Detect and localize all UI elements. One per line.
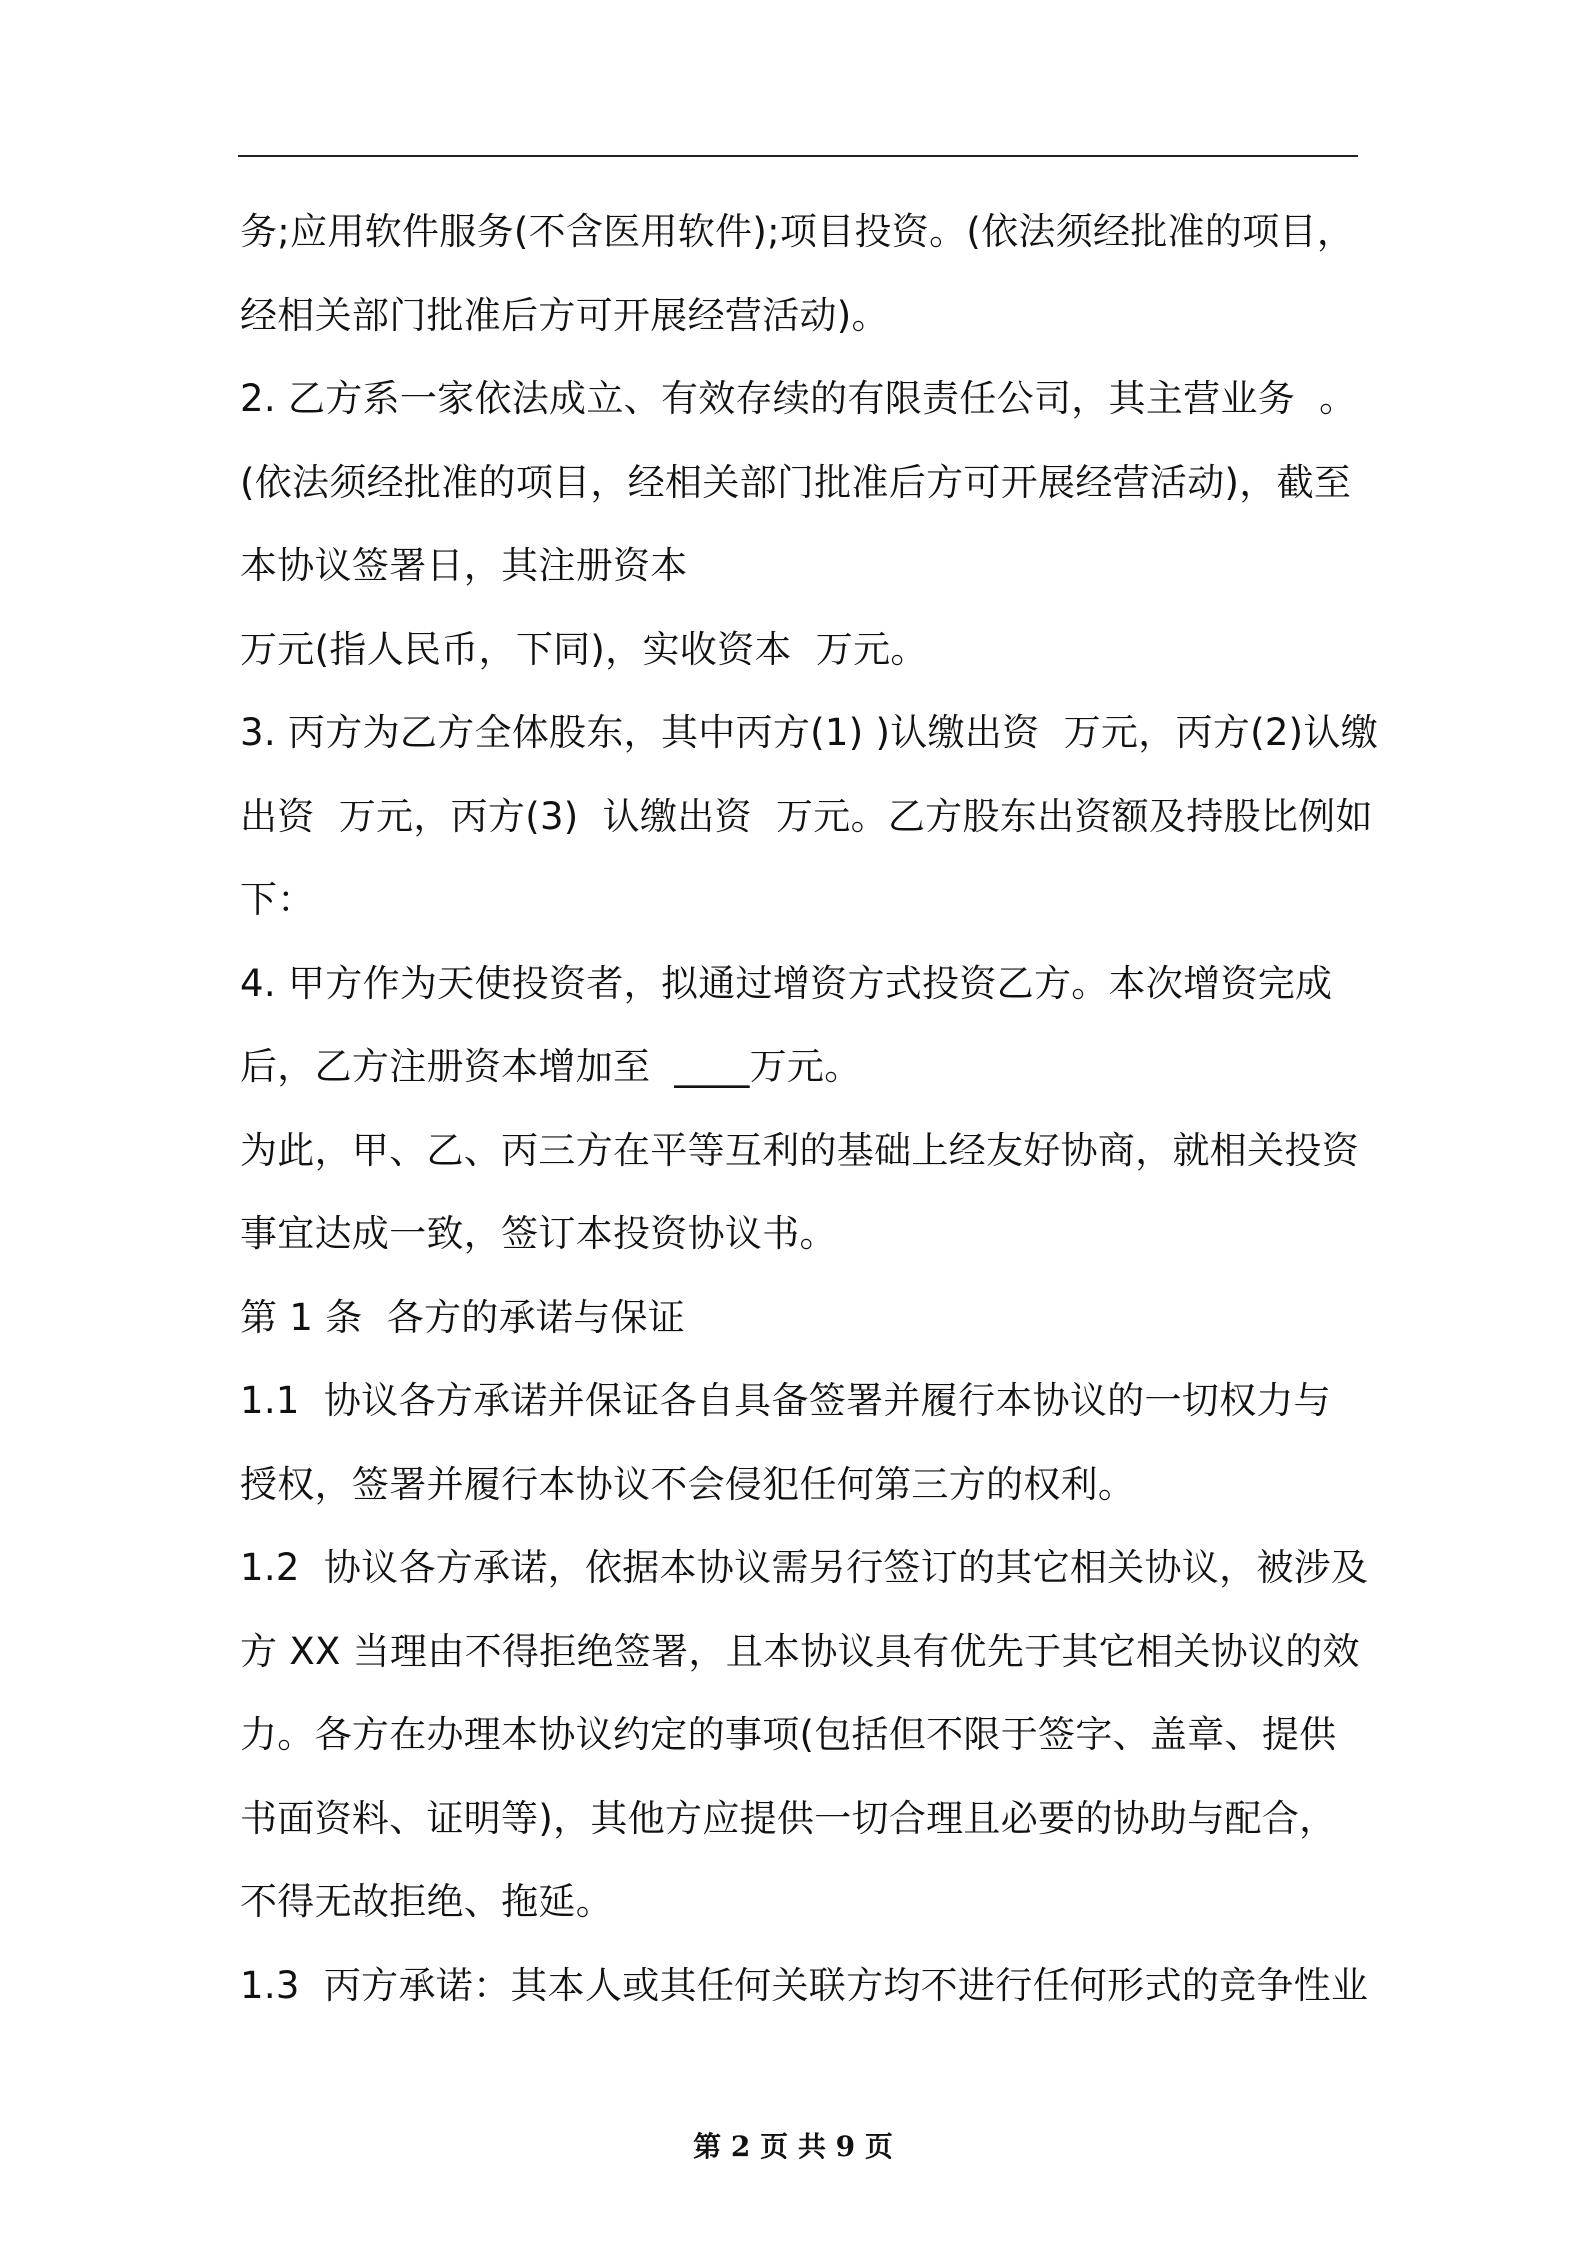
text-line: 后，乙方注册资本增加至 ____万元。 — [240, 1045, 862, 1088]
text-line: 2. 乙方系一家依法成立、有效存续的有限责任公司，其主营业务 。 — [240, 377, 1357, 420]
text-line: 1.1 协议各方承诺并保证各自具备签署并履行本协议的一切权力与 — [240, 1379, 1331, 1422]
text-line: 书面资料、证明等)，其他方应提供一切合理且必要的协助与配合， — [240, 1796, 1337, 1840]
text-line: 为此，甲、乙、丙三方在平等互利的基础上经友好协商，就相关投资 — [240, 1128, 1359, 1172]
text-line: 授权，签署并履行本协议不会侵犯任何第三方的权利。 — [240, 1462, 1136, 1506]
text-line: 经相关部门批准后方可开展经营活动)。 — [240, 293, 889, 337]
text-line: 事宜达成一致，签订本投资协议书。 — [240, 1212, 837, 1255]
text-line: 方 XX 当理由不得拒绝签署，且本协议具有优先于其它相关协议的效 — [240, 1629, 1360, 1673]
text-line: 万元(指人民币，下同)，实收资本 万元。 — [240, 627, 928, 671]
document-body — [240, 190, 1379, 2027]
text-line: 力。各方在办理本协议约定的事项(包括但不限于签字、盖章、提供 — [240, 1713, 1337, 1756]
text-line: 1.3 丙方承诺：其本人或其任何关联方均不进行任何形式的竞争性业 — [240, 1963, 1369, 2007]
header-rule — [238, 155, 1358, 157]
text-line: (依法须经批准的项目，经相关部门批准后方可开展经营活动)，截至 — [240, 460, 1352, 504]
section-heading: 第 1 条 各方的承诺与保证 — [240, 1295, 686, 1339]
page-number-footer: 第 2 页 共 9 页 — [693, 2130, 893, 2163]
text-line: 务;应用软件服务(不含医用软件);项目投资。(依法须经批准的项目， — [240, 210, 1355, 253]
text-line: 不得无故拒绝、拖延。 — [240, 1880, 613, 1923]
text-line: 出资 万元，丙方(3) 认缴出资 万元。乙方股东出资额及持股比例如 — [240, 794, 1373, 838]
text-line: 1.2 协议各方承诺，依据本协议需另行签订的其它相关协议，被涉及 — [240, 1546, 1369, 1589]
text-line: 下： — [240, 878, 315, 921]
text-line: 本协议签署日，其注册资本 — [240, 544, 688, 587]
text-line: 4. 甲方作为天使投资者，拟通过增资方式投资乙方。本次增资完成 — [240, 961, 1333, 1005]
text-line: 3. 丙方为乙方全体股东，其中丙方(1) )认缴出资 万元，丙方(2)认缴 — [240, 711, 1379, 754]
